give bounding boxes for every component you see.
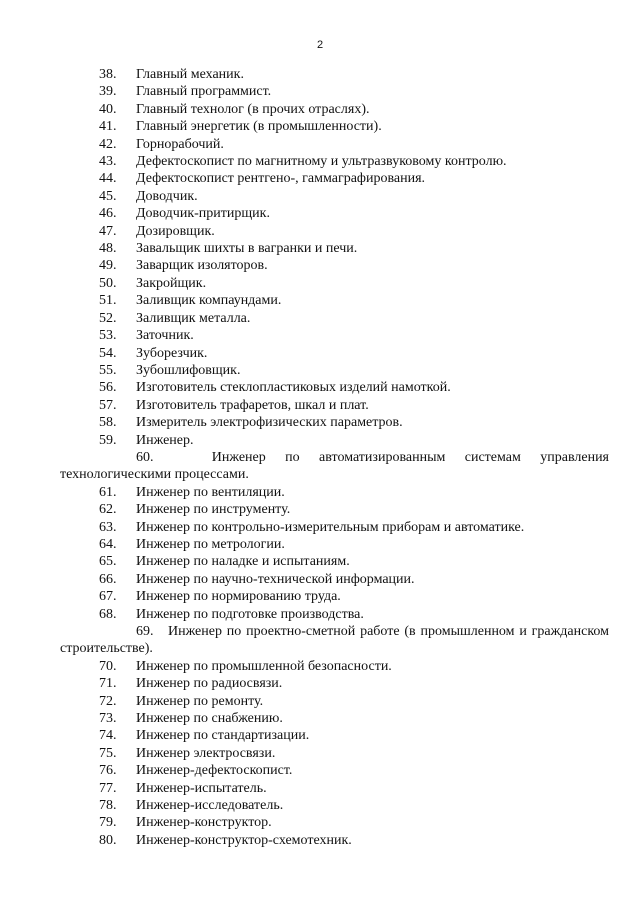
list-item — [0, 292, 640, 309]
list-item — [0, 710, 640, 727]
list-item-text: Инженер по проектно-сметной работе (в промышленном и гражданском строительстве). — [60, 624, 610, 657]
list-item — [0, 188, 640, 205]
list-item — [0, 501, 640, 518]
list-item-number: 49. — [99, 258, 117, 274]
list-item — [0, 101, 640, 118]
list-item-number: 51. — [99, 293, 117, 309]
list-item-number: 63. — [99, 519, 117, 535]
list-item — [0, 136, 640, 153]
list-item — [0, 66, 640, 83]
list-item — [0, 170, 640, 187]
list-item-text: Главный энергетик (в промышленности). — [136, 119, 382, 135]
list-item-number: 58. — [99, 415, 117, 431]
list-item — [0, 553, 640, 570]
list-item-text: Главный программист. — [136, 84, 272, 100]
list-item-text: Инженер-конструктор-схемотехник. — [136, 832, 352, 848]
list-item — [0, 571, 640, 588]
list-item-text: Дефектоскопист рентгено-, гаммаграфирования. — [136, 171, 426, 187]
list-item-text: Инженер по снабжению. — [136, 711, 283, 727]
list-item-number: 47. — [99, 223, 117, 239]
list-item-number: 45. — [99, 188, 117, 204]
list-item-number: 67. — [99, 589, 117, 605]
list-item-number: 54. — [99, 345, 117, 361]
list-item — [0, 588, 640, 605]
list-item-number: 62. — [99, 502, 117, 518]
list-item — [0, 449, 640, 484]
list-item-text: Закройщик. — [136, 275, 207, 291]
list-item — [0, 310, 640, 327]
list-item-text: Дозировщик. — [136, 223, 215, 239]
list-item — [0, 240, 640, 257]
list-item — [0, 727, 640, 744]
list-item-text: Инженер по ремонту. — [136, 693, 264, 709]
list-item — [0, 814, 640, 831]
list-item — [0, 432, 640, 449]
list-item-text: Изготовитель трафаретов, шкал и плат. — [136, 397, 369, 413]
list-item-paragraph — [60, 449, 609, 484]
list-item-number: 74. — [99, 728, 117, 744]
list-item-paragraph — [60, 623, 609, 658]
list-item-text: Заточник. — [136, 328, 194, 344]
list-item — [0, 223, 640, 240]
list-item-number: 72. — [99, 693, 117, 709]
list-item-text: Инженер по промышленной безопасности. — [136, 658, 392, 674]
list-item-number: 70. — [99, 658, 117, 674]
list-item — [0, 327, 640, 344]
list-item-text: Инженер-исследователь. — [136, 798, 284, 814]
list-item — [0, 153, 640, 170]
list-item-number: 38. — [99, 67, 117, 82]
list-item-text: Изготовитель стеклопластиковых изделий намоткой. — [136, 380, 451, 396]
list-item — [0, 623, 640, 658]
list-item-text: Инженер по подготовке производства. — [136, 606, 364, 622]
list-item-number: 42. — [99, 136, 117, 152]
list-item-text: Заливщик металла. — [136, 310, 251, 326]
list-item — [0, 797, 640, 814]
list-item-text: Инженер по научно-технической информации. — [136, 571, 415, 587]
list-item — [0, 362, 640, 379]
list-item — [0, 484, 640, 501]
list-item-number: 66. — [99, 571, 117, 587]
list-item-text: Инженер-конструктор. — [136, 815, 272, 831]
list-item — [0, 780, 640, 797]
list-item-number: 57. — [99, 397, 117, 413]
list-item-text: Инженер-дефектоскопист. — [136, 763, 293, 779]
list-item — [0, 658, 640, 675]
list-item-number: 73. — [99, 711, 117, 727]
list-item-text: Главный механик. — [136, 67, 244, 82]
list-item-number: 52. — [99, 310, 117, 326]
list-item — [0, 345, 640, 362]
list-item-number: 60. — [136, 449, 154, 465]
list-item-text: Доводчик. — [136, 188, 198, 204]
list-item-number: 68. — [99, 606, 117, 622]
list-item — [0, 519, 640, 536]
list-item — [0, 118, 640, 135]
list-item-text: Завальщик шихты в вагранки и печи. — [136, 241, 358, 257]
list-item-number: 48. — [99, 241, 117, 257]
list-item-text: Дефектоскопист по магнитному и ультразвуковому контролю. — [136, 154, 507, 170]
list-item-text: Заливщик компаундами. — [136, 293, 282, 309]
list-item-text: Инженер по инструменту. — [136, 502, 291, 518]
list-item-number: 80. — [99, 832, 117, 848]
list-item-text: Инженер по стандартизации. — [136, 728, 310, 744]
list-item — [0, 257, 640, 274]
list-item-number: 65. — [99, 554, 117, 570]
list-item-text: Заварщик изоляторов. — [136, 258, 268, 274]
list-item — [0, 693, 640, 710]
list-item-number: 53. — [99, 328, 117, 344]
list-item-text: Измеритель электрофизических параметров. — [136, 415, 403, 431]
list-item-number: 75. — [99, 745, 117, 761]
list-item-number: 41. — [99, 119, 117, 135]
list-item-number: 55. — [99, 362, 117, 378]
list-item — [0, 83, 640, 100]
list-item-text: Доводчик-притирщик. — [136, 206, 270, 222]
list-item-text: Зубошлифовщик. — [136, 362, 241, 378]
list-item — [0, 606, 640, 623]
list-item-text: Инженер по нормированию труда. — [136, 589, 341, 605]
list-item-text: Инженер-испытатель. — [136, 780, 267, 796]
list-item — [0, 379, 640, 396]
list-item-text: Инженер по контрольно-измерительным приборам и автоматике. — [136, 519, 525, 535]
list-item-number: 44. — [99, 171, 117, 187]
list-item-text: Инженер по автоматизированным системам управления технологическими процессами. — [60, 449, 609, 483]
list-item-number: 61. — [99, 484, 117, 500]
list-item — [0, 675, 640, 692]
list-item — [0, 745, 640, 762]
list-item-text: Инженер электросвязи. — [136, 745, 276, 761]
list-item-text: Зуборезчик. — [136, 345, 208, 361]
list-item-number: 76. — [99, 763, 117, 779]
list-item-text: Главный технолог (в прочих отраслях). — [136, 101, 370, 117]
list-item — [0, 397, 640, 414]
list-item-number: 64. — [99, 536, 117, 552]
list-item — [0, 414, 640, 431]
list-item — [0, 536, 640, 553]
list-item-text: Инженер по радиосвязи. — [136, 676, 283, 692]
page-number: 2 — [316, 39, 324, 51]
list-item-text: Инженер. — [136, 432, 194, 448]
list-item-text: Инженер по наладке и испытаниям. — [136, 554, 350, 570]
list-item — [0, 205, 640, 222]
list-item-number: 79. — [99, 815, 117, 831]
list-item-text: Инженер по вентиляции. — [136, 484, 285, 500]
list-item-number: 46. — [99, 206, 117, 222]
list-item-number: 78. — [99, 798, 117, 814]
list-item-number: 39. — [99, 84, 117, 100]
list-item-number: 40. — [99, 101, 117, 117]
list-item-text: Горнорабочий. — [136, 136, 224, 152]
list-item-text: Инженер по метрологии. — [136, 536, 285, 552]
list-item — [0, 762, 640, 779]
list-item-number: 50. — [99, 275, 117, 291]
list-item-number: 69. — [136, 624, 154, 639]
list-item — [0, 832, 640, 849]
list-item-number: 59. — [99, 432, 117, 448]
list-item-number: 43. — [99, 154, 117, 170]
list-item-number: 71. — [99, 676, 117, 692]
list-item-number: 77. — [99, 780, 117, 796]
profession-list — [0, 66, 640, 849]
list-item — [0, 275, 640, 292]
list-item-number: 56. — [99, 380, 117, 396]
